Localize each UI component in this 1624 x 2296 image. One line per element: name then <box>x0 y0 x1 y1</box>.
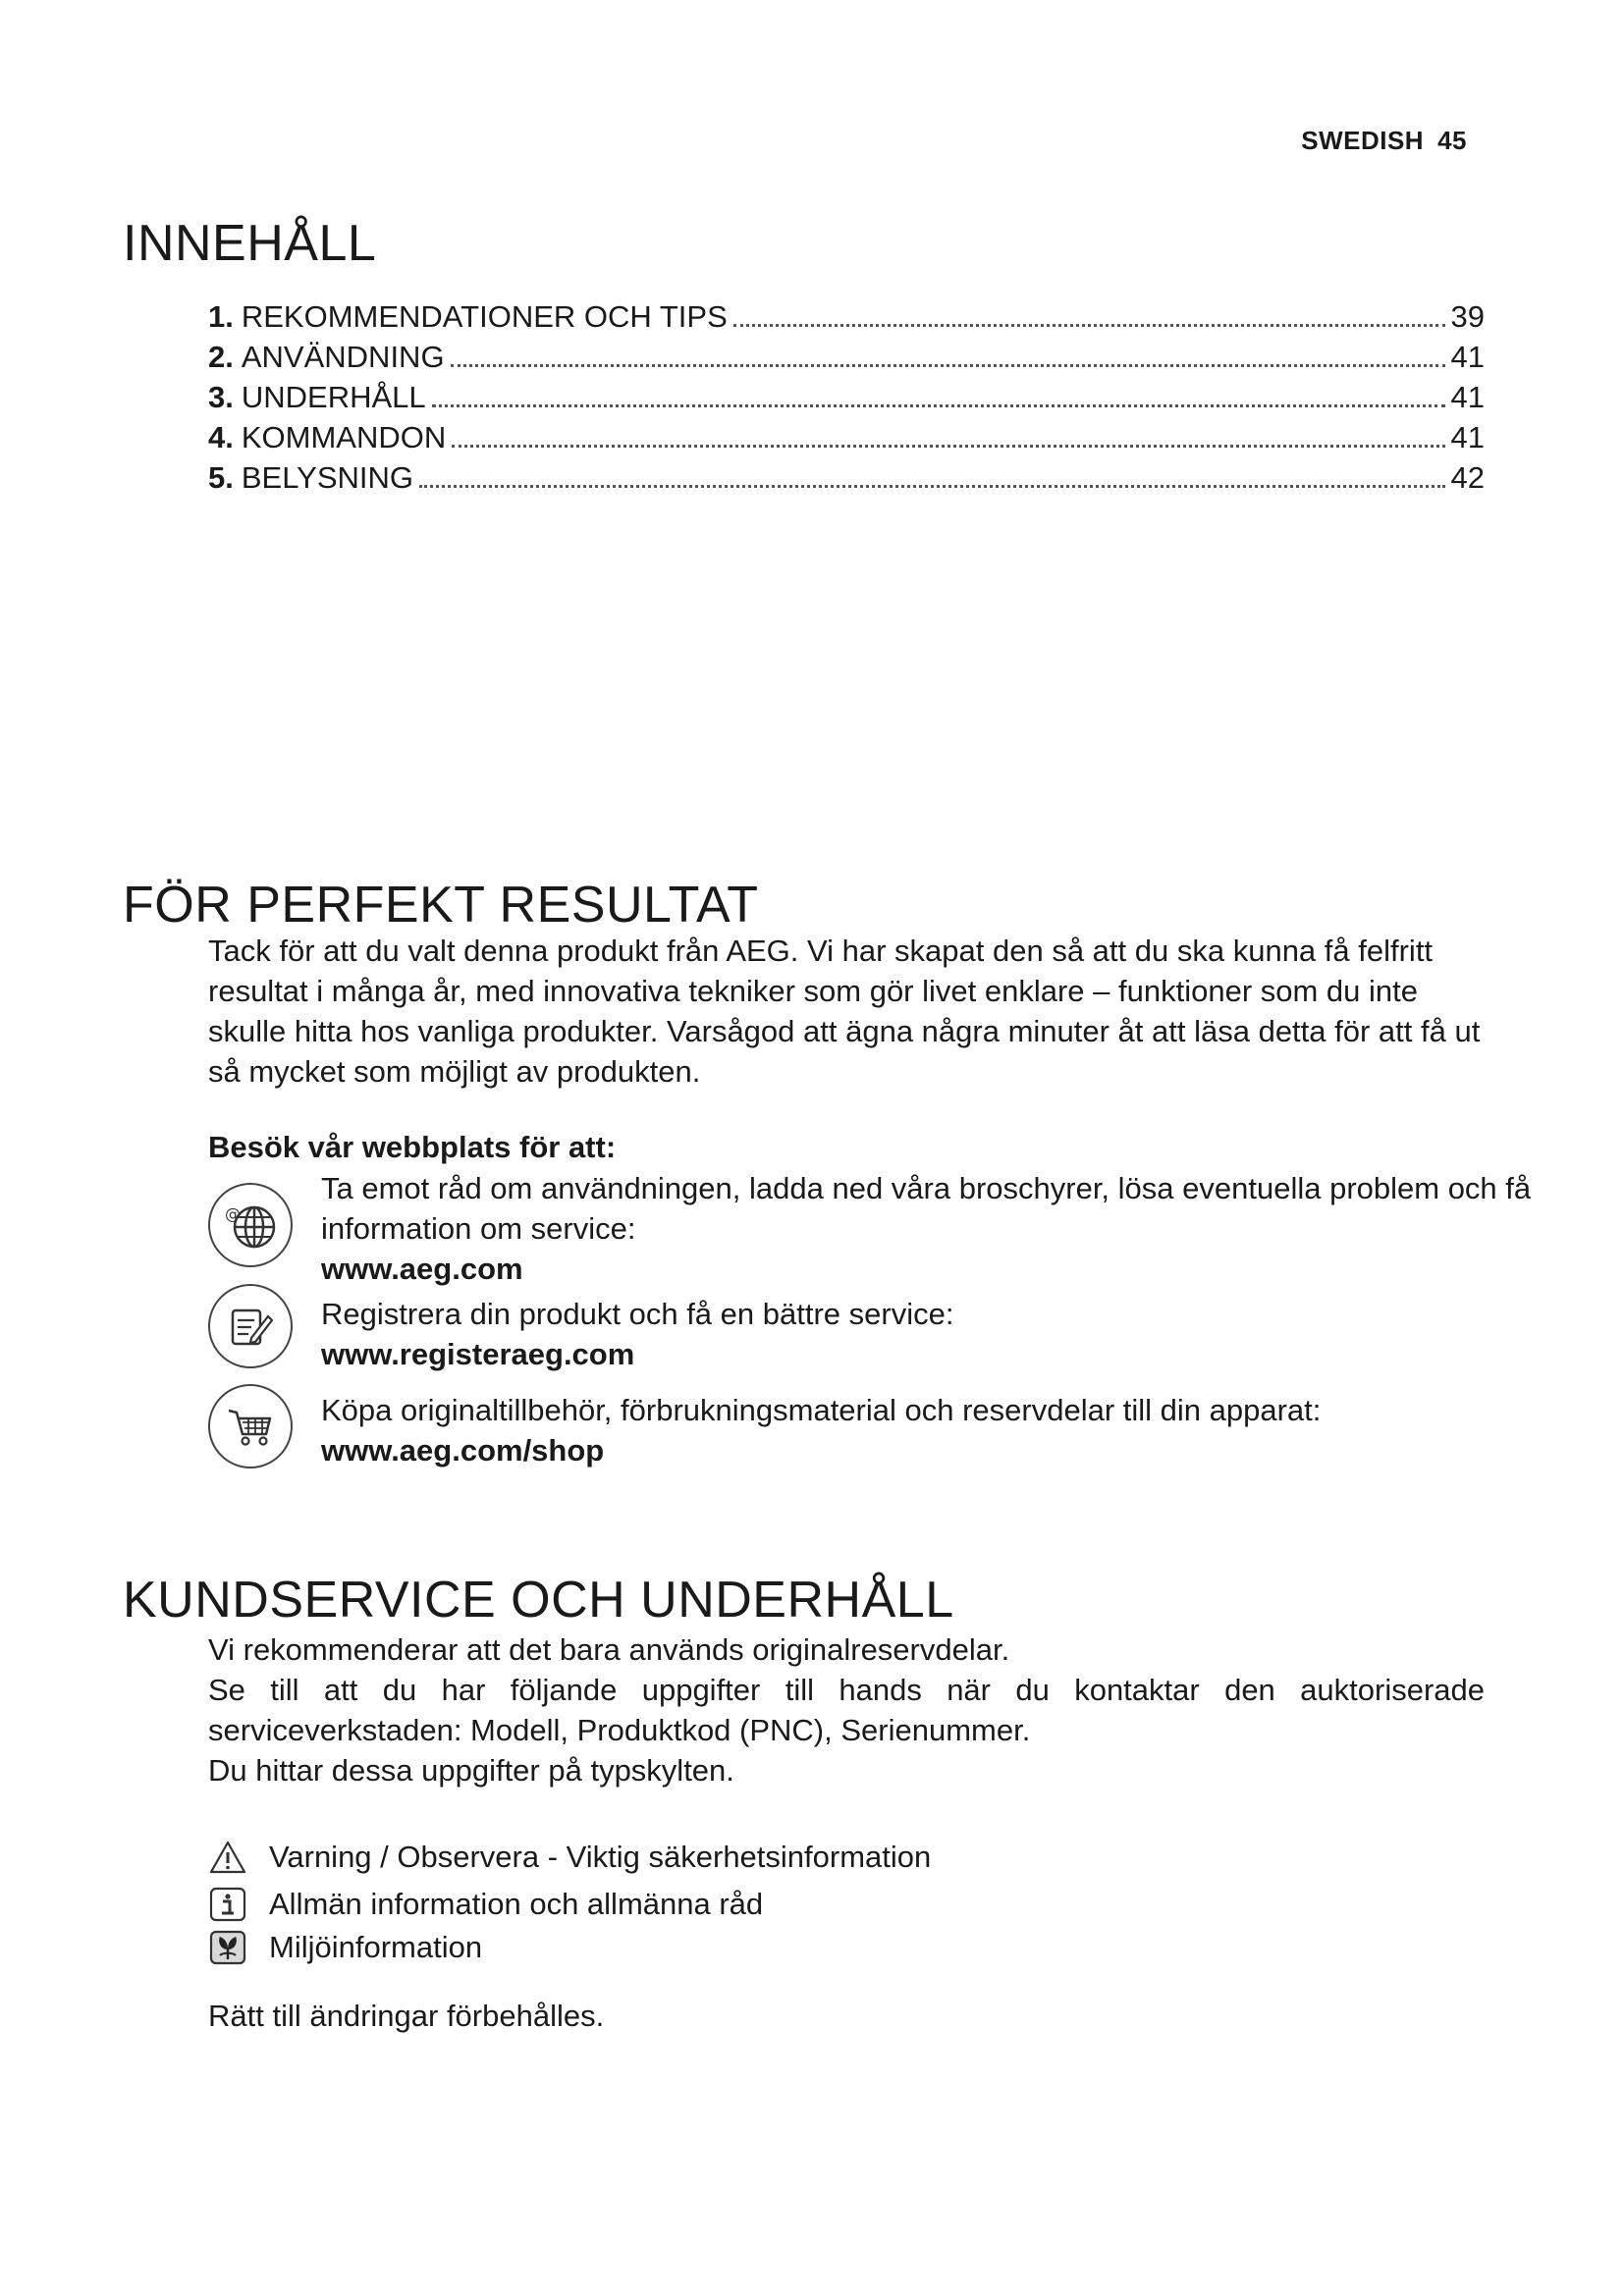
toc-item-label: UNDERHÅLL <box>241 380 426 414</box>
toc-item[interactable] <box>208 299 1485 340</box>
toc-item-label: REKOMMENDATIONER OCH TIPS <box>241 299 728 334</box>
section-title-kundservice: KUNDSERVICE OCH UNDERHÅLL <box>123 1572 954 1629</box>
toc-item[interactable] <box>208 340 1485 380</box>
toc-item-number: 3. <box>208 380 234 414</box>
toc-item-label: ANVÄNDNING <box>241 340 445 374</box>
web-item-text: Ta emot råd om användningen, ladda ned våra broschyrer, lösa eventuella problem och få information om service: <box>321 1171 1532 1246</box>
intro-paragraph: Tack för att du valt denna produkt från AEG. Vi har skapat den så att du ska kunna få felfritt resultat i många år, med innovativa tekniker som gör livet enklare – funktioner som du inte skulle hitta hos vanliga produkter. Varsågod att ägna några minuter åt att läsa detta för att få ut så mycket som möjligt av produkten. <box>208 934 1481 1089</box>
toc-item-page: 39 <box>1450 299 1485 334</box>
web-link-register[interactable]: www.registeraeg.com <box>321 1337 635 1371</box>
globe-icon <box>208 1183 293 1267</box>
toc-item-number: 2. <box>208 340 234 374</box>
table-of-contents <box>208 299 1485 501</box>
kundservice-line: Du hittar dessa uppgifter på typskylten. <box>208 1753 734 1788</box>
toc-item-number: 5. <box>208 460 234 495</box>
toc-item-label: KOMMANDON <box>241 420 447 454</box>
register-icon <box>208 1284 293 1368</box>
toc-item[interactable] <box>208 420 1485 460</box>
page-header <box>1287 126 1467 156</box>
toc-leader-dots <box>452 445 1444 448</box>
symbol-legend-environment <box>208 1926 482 1969</box>
info-icon <box>208 1885 247 1924</box>
toc-item-label: BELYSNING <box>241 460 414 495</box>
symbol-label: Varning / Observera - Viktig säkerhetsinformation <box>269 1840 932 1874</box>
environment-icon <box>208 1928 247 1967</box>
toc-leader-dots <box>451 364 1445 367</box>
kundservice-line: Se till att du har följande uppgifter till hands när du kontaktar den auktoriserade serviceverkstaden: Modell, Produktkod (PNC), Serienummer. <box>208 1673 1485 1747</box>
symbol-label: Allmän information och allmänna råd <box>269 1887 764 1921</box>
toc-item-page: 41 <box>1450 380 1485 414</box>
toc-item-page: 41 <box>1450 420 1485 454</box>
web-link-aeg[interactable]: www.aeg.com <box>321 1252 523 1286</box>
web-link-shop[interactable]: www.aeg.com/shop <box>321 1433 605 1468</box>
toc-item-page: 42 <box>1450 460 1485 495</box>
header-page-number: 45 <box>1437 126 1467 155</box>
web-item-text: Köpa originaltillbehör, förbrukningsmaterial och reservdelar till din apparat: <box>321 1393 1322 1427</box>
toc-leader-dots <box>733 324 1445 327</box>
toc-item-page: 41 <box>1450 340 1485 374</box>
toc-item[interactable] <box>208 460 1485 501</box>
toc-leader-dots <box>432 404 1445 407</box>
kundservice-line: Vi rekommenderar att det bara används originalreservdelar. <box>208 1632 1010 1667</box>
svg-text:@: @ <box>225 1204 241 1223</box>
toc-item-number: 4. <box>208 420 234 454</box>
rights-notice: Rätt till ändringar förbehålles. <box>208 1999 605 2033</box>
visit-heading: Besök vår webbplats för att: <box>208 1130 617 1164</box>
section-title-perfekt: FÖR PERFEKT RESULTAT <box>123 877 759 934</box>
symbol-legend-info <box>208 1883 763 1926</box>
symbol-legend-warning <box>208 1836 931 1879</box>
warning-icon <box>208 1838 247 1877</box>
toc-item-number: 1. <box>208 299 234 334</box>
shopping-cart-icon <box>208 1384 293 1468</box>
symbol-label: Miljöinformation <box>269 1930 483 1964</box>
header-language: SWEDISH <box>1301 126 1425 155</box>
toc-leader-dots <box>419 485 1445 488</box>
toc-item[interactable] <box>208 380 1485 420</box>
toc-title: INNEHÅLL <box>123 215 377 272</box>
web-item-text: Registrera din produkt och få en bättre service: <box>321 1297 954 1331</box>
kundservice-body <box>208 1629 1485 1790</box>
